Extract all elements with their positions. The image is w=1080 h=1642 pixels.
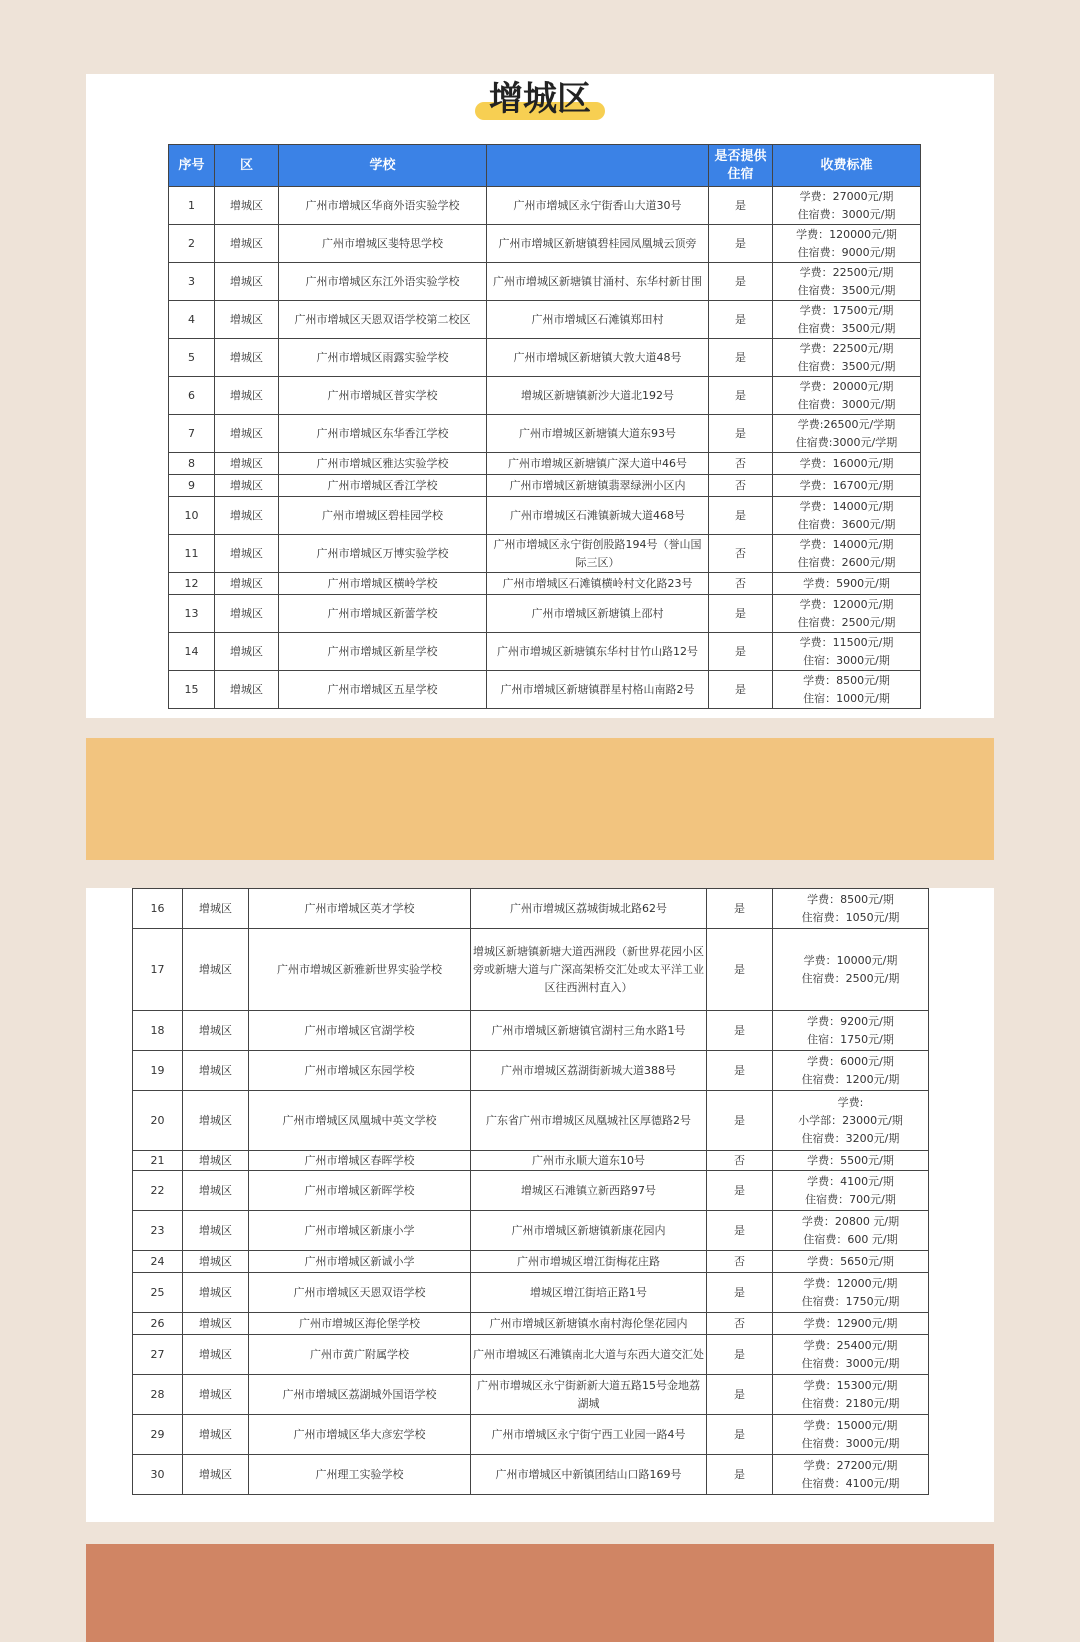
cell-fee: [773, 497, 921, 535]
table-row: [169, 339, 921, 377]
cell-boarding: 否: [709, 475, 773, 497]
cell-boarding: 是: [709, 415, 773, 453]
cell-fee: [773, 1171, 929, 1211]
table-row: [169, 573, 921, 595]
cell-boarding: 是: [707, 1051, 773, 1091]
cell-fee: [773, 1151, 929, 1171]
cell-school: 广州市增城区东园学校: [249, 1051, 471, 1091]
header-fee: 收费标准: [773, 145, 921, 187]
cell-fee: [773, 263, 921, 301]
fee-line: 学费：14000元/期: [799, 537, 894, 551]
cell-school: 广州市增城区新蕾学校: [279, 595, 487, 633]
cell-no: 7: [169, 415, 215, 453]
cell-school: 广州市增城区五星学校: [279, 671, 487, 709]
table-row: [169, 535, 921, 573]
cell-fee: [773, 1051, 929, 1091]
cell-address: 广州市增城区增江街梅花庄路: [471, 1251, 707, 1273]
cell-district: 增城区: [215, 339, 279, 377]
fee-line: 学费：8500元/期: [807, 892, 894, 906]
cell-fee: [773, 1091, 929, 1151]
cell-district: 增城区: [215, 633, 279, 671]
header-boarding: 是否提供住宿: [709, 145, 773, 187]
cell-district: 增城区: [183, 1251, 249, 1273]
cell-no: 5: [169, 339, 215, 377]
cell-boarding: 是: [707, 1273, 773, 1313]
cell-district: 增城区: [183, 1375, 249, 1415]
cell-no: 6: [169, 377, 215, 415]
cell-no: 12: [169, 573, 215, 595]
cell-fee: [773, 1415, 929, 1455]
cell-district: 增城区: [183, 1273, 249, 1313]
cell-boarding: 是: [707, 1211, 773, 1251]
cell-boarding: 否: [707, 1313, 773, 1335]
cell-district: 增城区: [183, 889, 249, 929]
fee-line: 学费：17500元/期: [799, 303, 894, 317]
fee-line: 住宿费：1050元/期: [801, 910, 900, 924]
fee-line: 学费：5500元/期: [807, 1153, 894, 1167]
cell-fee: [773, 929, 929, 1011]
divider-band-terracotta: [86, 1544, 994, 1642]
cell-address: 广州市增城区永宁街新新大道五路15号金地荔湖城: [471, 1375, 707, 1415]
cell-no: 11: [169, 535, 215, 573]
cell-school: 广州市增城区凤凰城中英文学校: [249, 1091, 471, 1151]
table-row: [169, 671, 921, 709]
cell-school: 广州市增城区碧桂园学校: [279, 497, 487, 535]
fee-line: 住宿费：3500元/期: [797, 321, 896, 335]
cell-district: 增城区: [183, 1151, 249, 1171]
cell-boarding: 是: [709, 301, 773, 339]
cell-fee: [773, 633, 921, 671]
cell-school: 广州市增城区斐特思学校: [279, 225, 487, 263]
cell-no: 28: [133, 1375, 183, 1415]
cell-school: 广州市增城区东江外语实验学校: [279, 263, 487, 301]
title-wrap: [86, 74, 994, 124]
cell-school: 广州市增城区新诚小学: [249, 1251, 471, 1273]
fee-line: 学费：22500元/期: [799, 341, 894, 355]
fee-line: 学费：120000元/期: [796, 227, 897, 241]
cell-no: 15: [169, 671, 215, 709]
cell-no: 9: [169, 475, 215, 497]
table-row: [133, 889, 929, 929]
cell-address: 广州市增城区新塘镇翡翠绿洲小区内: [487, 475, 709, 497]
fee-line: 学费：8500元/期: [803, 673, 890, 687]
table-row: [133, 1273, 929, 1313]
cell-district: 增城区: [183, 1415, 249, 1455]
divider-band-yellow: [86, 738, 994, 860]
cell-school: 广州市增城区新星学校: [279, 633, 487, 671]
cell-school: 广州市增城区天恩双语学校: [249, 1273, 471, 1313]
table-body-1: [169, 187, 921, 709]
cell-address: 增城区石滩镇立新西路97号: [471, 1171, 707, 1211]
cell-district: 增城区: [215, 595, 279, 633]
cell-boarding: 否: [709, 573, 773, 595]
cell-no: 2: [169, 225, 215, 263]
fee-line: 住宿费：600 元/期: [803, 1232, 898, 1246]
cell-school: 广州市增城区万博实验学校: [279, 535, 487, 573]
cell-address: 广州市增城区新塘镇大道东93号: [487, 415, 709, 453]
fee-line: 学费：9200元/期: [807, 1014, 894, 1028]
cell-fee: [773, 1273, 929, 1313]
cell-district: 增城区: [183, 1091, 249, 1151]
fee-line: 住宿费：2600元/期: [797, 555, 896, 569]
cell-fee: [773, 1011, 929, 1051]
table-row: [169, 263, 921, 301]
cell-address: 广州市增城区新塘镇新康花园内: [471, 1211, 707, 1251]
header-district: 区: [215, 145, 279, 187]
cell-address: 广州市增城区新塘镇大敦大道48号: [487, 339, 709, 377]
cell-school: 广州市增城区华商外语实验学校: [279, 187, 487, 225]
cell-no: 20: [133, 1091, 183, 1151]
cell-fee: [773, 415, 921, 453]
fee-line: 学费：12000元/期: [799, 597, 894, 611]
cell-boarding: 是: [709, 339, 773, 377]
fee-line: 学费：14000元/期: [799, 499, 894, 513]
table-row: [169, 595, 921, 633]
cell-school: 广州市黄广附属学校: [249, 1335, 471, 1375]
fee-line: 小学部：23000元/期: [798, 1113, 903, 1127]
table-row: [169, 633, 921, 671]
fee-line: 学费:26500元/学期: [797, 417, 896, 431]
fee-line: 住宿费：2500元/期: [801, 971, 900, 985]
cell-fee: [773, 1335, 929, 1375]
cell-fee: [773, 475, 921, 497]
table-row: [133, 1011, 929, 1051]
cell-address: 广州市增城区新塘镇东华村甘竹山路12号: [487, 633, 709, 671]
cell-fee: [773, 1211, 929, 1251]
cell-school: 广州市增城区雅达实验学校: [279, 453, 487, 475]
cell-district: 增城区: [183, 1011, 249, 1051]
fee-line: 学费:: [837, 1095, 864, 1109]
cell-address: 增城区新塘镇新塘大道西洲段（新世界花园小区旁或新塘大道与广深高架桥交汇处或太平洋工业区往西洲村直入）: [471, 929, 707, 1011]
cell-fee: [773, 889, 929, 929]
fee-line: 学费：22500元/期: [799, 265, 894, 279]
cell-no: 1: [169, 187, 215, 225]
cell-school: 广州市增城区海伦堡学校: [249, 1313, 471, 1335]
cell-no: 8: [169, 453, 215, 475]
cell-fee: [773, 535, 921, 573]
cell-school: 广州市增城区华大彦宏学校: [249, 1415, 471, 1455]
cell-no: 4: [169, 301, 215, 339]
cell-no: 16: [133, 889, 183, 929]
cell-boarding: 是: [707, 889, 773, 929]
cell-address: 广州市增城区永宁街创股路194号（誉山国际三区）: [487, 535, 709, 573]
cell-district: 增城区: [215, 535, 279, 573]
cell-fee: [773, 187, 921, 225]
cell-fee: [773, 595, 921, 633]
cell-no: 17: [133, 929, 183, 1011]
fee-line: 住宿费：3600元/期: [797, 517, 896, 531]
table-row: [133, 1415, 929, 1455]
cell-no: 22: [133, 1171, 183, 1211]
cell-boarding: 是: [709, 225, 773, 263]
table-row: [133, 1455, 929, 1495]
fee-line: 住宿费：3000元/期: [797, 207, 896, 221]
cell-district: 增城区: [215, 671, 279, 709]
cell-district: 增城区: [215, 187, 279, 225]
fee-line: 住宿：1750元/期: [807, 1032, 894, 1046]
fee-line: 学费：5650元/期: [807, 1254, 894, 1268]
cell-address: 广州市增城区新塘镇群星村格山南路2号: [487, 671, 709, 709]
cell-address: 广州市增城区石滩镇郑田村: [487, 301, 709, 339]
school-table-part-1: [168, 144, 921, 709]
cell-boarding: 是: [707, 1171, 773, 1211]
cell-boarding: 是: [709, 595, 773, 633]
cell-school: 广州市增城区官湖学校: [249, 1011, 471, 1051]
cell-district: 增城区: [215, 225, 279, 263]
fee-line: 学费：4100元/期: [807, 1174, 894, 1188]
cell-district: 增城区: [215, 301, 279, 339]
cell-address: 广州市增城区新塘镇上邵村: [487, 595, 709, 633]
fee-line: 住宿费：3500元/期: [797, 359, 896, 373]
cell-school: 广州市增城区荔湖城外国语学校: [249, 1375, 471, 1415]
table-row: [133, 1313, 929, 1335]
fee-line: 住宿费：3000元/期: [797, 397, 896, 411]
cell-boarding: 否: [709, 535, 773, 573]
cell-boarding: 是: [707, 1415, 773, 1455]
cell-school: 广州市增城区普实学校: [279, 377, 487, 415]
table-row: [169, 377, 921, 415]
cell-address: 广州市增城区荔城街城北路62号: [471, 889, 707, 929]
table-row: [133, 1051, 929, 1091]
cell-fee: [773, 671, 921, 709]
cell-boarding: 是: [707, 1011, 773, 1051]
table-row: [169, 301, 921, 339]
cell-school: 广州市增城区香江学校: [279, 475, 487, 497]
cell-boarding: 是: [709, 263, 773, 301]
cell-address: 增城区新塘镇新沙大道北192号: [487, 377, 709, 415]
cell-boarding: 是: [707, 1375, 773, 1415]
table-row: [133, 1171, 929, 1211]
cell-school: 广州市增城区春晖学校: [249, 1151, 471, 1171]
table-row: [169, 415, 921, 453]
fee-line: 学费：12000元/期: [803, 1276, 898, 1290]
fee-line: 学费：27000元/期: [799, 189, 894, 203]
cell-district: 增城区: [215, 415, 279, 453]
fee-line: 学费：11500元/期: [799, 635, 894, 649]
cell-boarding: 是: [709, 633, 773, 671]
table-header-row: [169, 145, 921, 187]
table-row: [169, 497, 921, 535]
cell-school: 广州市增城区天恩双语学校第二校区: [279, 301, 487, 339]
cell-address: 广州市永顺大道东10号: [471, 1151, 707, 1171]
cell-fee: [773, 1251, 929, 1273]
header-address: [487, 145, 709, 187]
cell-no: 25: [133, 1273, 183, 1313]
cell-no: 24: [133, 1251, 183, 1273]
fee-line: 学费：25400元/期: [803, 1338, 898, 1352]
cell-no: 13: [169, 595, 215, 633]
fee-line: 住宿费：9000元/期: [797, 245, 896, 259]
cell-fee: [773, 377, 921, 415]
fee-line: 学费：15300元/期: [803, 1378, 898, 1392]
cell-no: 27: [133, 1335, 183, 1375]
cell-boarding: 是: [709, 187, 773, 225]
cell-fee: [773, 339, 921, 377]
fee-line: 学费：12900元/期: [803, 1316, 898, 1330]
fee-line: 学费：20000元/期: [799, 379, 894, 393]
cell-no: 10: [169, 497, 215, 535]
fee-line: 住宿费:3000元/学期: [795, 435, 898, 449]
cell-fee: [773, 1313, 929, 1335]
fee-line: 学费：16700元/期: [799, 478, 894, 492]
cell-school: 广州市增城区东华香江学校: [279, 415, 487, 453]
table-row: [169, 475, 921, 497]
fee-line: 住宿费：700元/期: [805, 1192, 896, 1206]
table-row: [169, 225, 921, 263]
header-no: 序号: [169, 145, 215, 187]
cell-no: 26: [133, 1313, 183, 1335]
cell-district: 增城区: [183, 1455, 249, 1495]
cell-fee: [773, 301, 921, 339]
cell-district: 增城区: [183, 929, 249, 1011]
cell-fee: [773, 573, 921, 595]
cell-boarding: 是: [707, 929, 773, 1011]
cell-district: 增城区: [215, 573, 279, 595]
fee-line: 学费：6000元/期: [807, 1054, 894, 1068]
table-row: [133, 1091, 929, 1151]
fee-line: 住宿费：1200元/期: [801, 1072, 900, 1086]
cell-district: 增城区: [183, 1313, 249, 1335]
cell-no: 21: [133, 1151, 183, 1171]
cell-no: 18: [133, 1011, 183, 1051]
table-card-top: [86, 74, 994, 718]
cell-school: 广州市增城区新康小学: [249, 1211, 471, 1251]
cell-boarding: 是: [707, 1335, 773, 1375]
cell-boarding: 否: [709, 453, 773, 475]
fee-line: 住宿费：4100元/期: [801, 1476, 900, 1490]
table-row: [133, 1335, 929, 1375]
fee-line: 住宿费：2500元/期: [797, 615, 896, 629]
cell-boarding: 否: [707, 1151, 773, 1171]
fee-line: 住宿：3000元/期: [803, 653, 890, 667]
cell-school: 广州市增城区新晖学校: [249, 1171, 471, 1211]
cell-boarding: 是: [709, 671, 773, 709]
cell-no: 3: [169, 263, 215, 301]
cell-address: 广州市增城区新塘镇广深大道中46号: [487, 453, 709, 475]
cell-fee: [773, 225, 921, 263]
cell-school: 广州市增城区横岭学校: [279, 573, 487, 595]
fee-line: 学费：15000元/期: [803, 1418, 898, 1432]
cell-boarding: 否: [707, 1251, 773, 1273]
cell-district: 增城区: [215, 453, 279, 475]
fee-line: 住宿费：1750元/期: [801, 1294, 900, 1308]
cell-no: 29: [133, 1415, 183, 1455]
cell-boarding: 是: [707, 1091, 773, 1151]
table-row: [133, 1251, 929, 1273]
cell-school: 广州理工实验学校: [249, 1455, 471, 1495]
cell-district: 增城区: [183, 1171, 249, 1211]
cell-fee: [773, 1375, 929, 1415]
cell-fee: [773, 1455, 929, 1495]
cell-address: 广州市增城区石滩镇横岭村文化路23号: [487, 573, 709, 595]
cell-district: 增城区: [215, 263, 279, 301]
fee-line: 住宿费：2180元/期: [801, 1396, 900, 1410]
cell-no: 23: [133, 1211, 183, 1251]
cell-boarding: 是: [707, 1455, 773, 1495]
table-card-bottom: [86, 888, 994, 1522]
fee-line: 学费：5900元/期: [803, 576, 890, 590]
cell-address: 广州市增城区新塘镇官湖村三角水路1号: [471, 1011, 707, 1051]
header-school: 学校: [279, 145, 487, 187]
cell-school: 广州市增城区英才学校: [249, 889, 471, 929]
school-table-part-2: [132, 888, 929, 1495]
cell-district: 增城区: [215, 497, 279, 535]
fee-line: 学费：27200元/期: [803, 1458, 898, 1472]
table-body-2: [133, 889, 929, 1495]
page-title-text: 增城区: [489, 79, 591, 119]
fee-line: 学费：20800 元/期: [801, 1214, 900, 1228]
table-row: [133, 1211, 929, 1251]
cell-school: 广州市增城区雨露实验学校: [279, 339, 487, 377]
table-row: [169, 453, 921, 475]
cell-address: 广州市增城区石滩镇南北大道与东西大道交汇处: [471, 1335, 707, 1375]
fee-line: 住宿费：3000元/期: [801, 1436, 900, 1450]
fee-line: 学费：10000元/期: [803, 953, 898, 967]
cell-boarding: 是: [709, 377, 773, 415]
fee-line: 学费：16000元/期: [799, 456, 894, 470]
cell-district: 增城区: [215, 475, 279, 497]
fee-line: 住宿：1000元/期: [803, 691, 890, 705]
cell-district: 增城区: [183, 1335, 249, 1375]
cell-address: 广东省广州市增城区凤凰城社区厚德路2号: [471, 1091, 707, 1151]
cell-address: 广州市增城区石滩镇新城大道468号: [487, 497, 709, 535]
cell-district: 增城区: [215, 377, 279, 415]
cell-no: 30: [133, 1455, 183, 1495]
cell-district: 增城区: [183, 1211, 249, 1251]
cell-address: 广州市增城区新塘镇甘涌村、东华村新甘围: [487, 263, 709, 301]
cell-fee: [773, 453, 921, 475]
table-row: [169, 187, 921, 225]
cell-address: 广州市增城区荔湖街新城大道388号: [471, 1051, 707, 1091]
cell-address: 增城区增江街培正路1号: [471, 1273, 707, 1313]
table-row: [133, 929, 929, 1011]
cell-district: 增城区: [183, 1051, 249, 1091]
fee-line: 住宿费：3200元/期: [801, 1131, 900, 1145]
table-row: [133, 1375, 929, 1415]
page-title: [475, 76, 605, 122]
cell-address: 广州市增城区新塘镇碧桂园凤凰城云顶旁: [487, 225, 709, 263]
cell-school: 广州市增城区新雅新世界实验学校: [249, 929, 471, 1011]
cell-address: 广州市增城区永宁街宁西工业园一路4号: [471, 1415, 707, 1455]
fee-line: 住宿费：3500元/期: [797, 283, 896, 297]
cell-no: 14: [169, 633, 215, 671]
table-row: [133, 1151, 929, 1171]
cell-address: 广州市增城区永宁街香山大道30号: [487, 187, 709, 225]
cell-address: 广州市增城区中新镇团结山口路169号: [471, 1455, 707, 1495]
fee-line: 住宿费：3000元/期: [801, 1356, 900, 1370]
cell-boarding: 是: [709, 497, 773, 535]
cell-address: 广州市增城区新塘镇水南村海伦堡花园内: [471, 1313, 707, 1335]
cell-no: 19: [133, 1051, 183, 1091]
